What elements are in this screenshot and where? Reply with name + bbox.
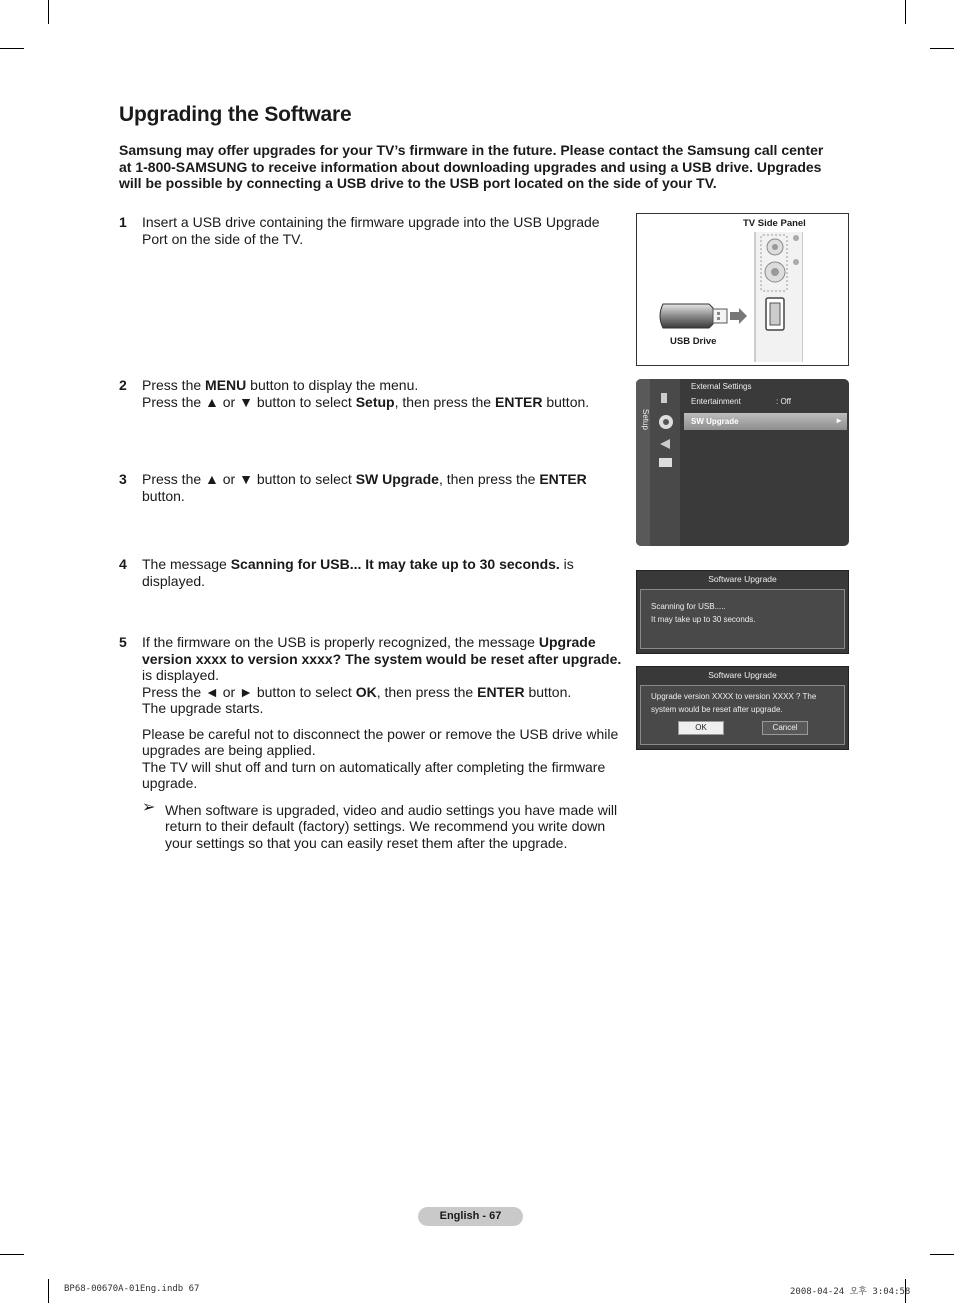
dialog-message: Upgrade version XXXX to version XXXX ? The	[651, 692, 817, 701]
usb-drive-icon	[657, 298, 752, 334]
intro-paragraph: Samsung may offer upgrades for your TV’s firmware in the future. Please contact the Samsung call center at 1-800-SAMSUNG to receive information about downloading upgrades and using a USB drive. Upgrades will be possible by connecting a USB drive to the USB port located on the side of your TV.	[119, 142, 824, 191]
footer-file-info: BP68-00670A-01Eng.indb 67	[64, 1284, 200, 1294]
step-text: Press the ◄ or ► button to select OK, then press the ENTER button.	[142, 683, 572, 700]
dialog-title: Software Upgrade	[708, 574, 777, 584]
step-number: 2	[119, 377, 127, 393]
note	[142, 798, 622, 852]
menu-item-entertainment[interactable]: Entertainment	[691, 397, 741, 406]
setup-menu-screenshot	[636, 379, 849, 546]
note-text: When software is upgraded, video and audio settings you have made will return to their default (factory) settings. We recommend you write down your settings so that you can easily reset them after the upgrade.	[165, 801, 618, 851]
step-text: Please be careful not to disconnect the power or remove the USB drive while upgrades are being applied.	[142, 725, 619, 758]
step-text: The message Scanning for USB... It may take up to 30 seconds. is displayed.	[142, 556, 574, 589]
crop-mark	[48, 0, 49, 24]
dialog-message: Scanning for USB.....	[651, 602, 726, 611]
dialog-message: It may take up to 30 seconds.	[651, 615, 756, 624]
menu-category-icons	[650, 379, 680, 479]
step-number: 5	[119, 634, 127, 650]
ok-button[interactable]: OK	[678, 721, 724, 735]
crop-mark	[930, 48, 954, 49]
step-text: Insert a USB drive containing the firmware upgrade into the USB Upgrade Port on the side of the TV.	[142, 214, 600, 247]
dialog-message: system would be reset after upgrade.	[651, 705, 783, 714]
figure-label: TV Side Panel	[743, 218, 806, 229]
dialog-title: Software Upgrade	[708, 670, 777, 680]
menu-item-sw-upgrade[interactable]	[684, 413, 847, 430]
crop-mark	[0, 1254, 24, 1255]
footer-timestamp: 2008-04-24 오후 3:04:58	[790, 1287, 911, 1297]
menu-item-external-settings[interactable]: External Settings	[691, 382, 752, 391]
figure-label: USB Drive	[670, 336, 717, 347]
upgrade-confirm-dialog	[636, 666, 849, 750]
crop-mark	[48, 1279, 49, 1303]
page-title: Upgrading the Software	[119, 103, 352, 126]
step-text: Press the MENU button to display the menu.	[142, 377, 419, 393]
step-number: 4	[119, 556, 127, 572]
note-arrow-icon: ➢	[142, 798, 156, 816]
tv-side-panel-figure	[636, 213, 849, 366]
scanning-dialog	[636, 570, 849, 654]
step-number: 3	[119, 471, 127, 487]
cancel-button[interactable]: Cancel	[762, 721, 808, 735]
menu-item-label: SW Upgrade	[691, 417, 739, 426]
arrow-right-icon: ►	[835, 416, 843, 425]
step-text: The TV will shut off and turn on automatically after completing the firmware upgrade.	[142, 758, 606, 791]
menu-item-value: : Off	[776, 397, 791, 406]
crop-mark	[930, 1254, 954, 1255]
ports-icon	[756, 232, 802, 362]
step-number: 1	[119, 214, 127, 230]
step-text: The upgrade starts.	[142, 700, 264, 716]
crop-mark	[0, 48, 24, 49]
tv-side-panel	[754, 232, 803, 362]
page-number-badge: English - 67	[418, 1207, 523, 1226]
menu-icon-column	[650, 379, 680, 546]
step-text: If the firmware on the USB is properly recognized, the message Upgrade version xxxx to version xxxx? The system would be reset after upgrade. is displayed.	[142, 634, 622, 683]
menu-category-label: Setup	[641, 409, 650, 430]
step-text: Press the ▲ or ▼ button to select Setup, then press the ENTER button.	[142, 393, 590, 410]
crop-mark	[905, 0, 906, 24]
step-text: Press the ▲ or ▼ button to select SW Upgrade, then press the ENTER button.	[142, 471, 587, 504]
